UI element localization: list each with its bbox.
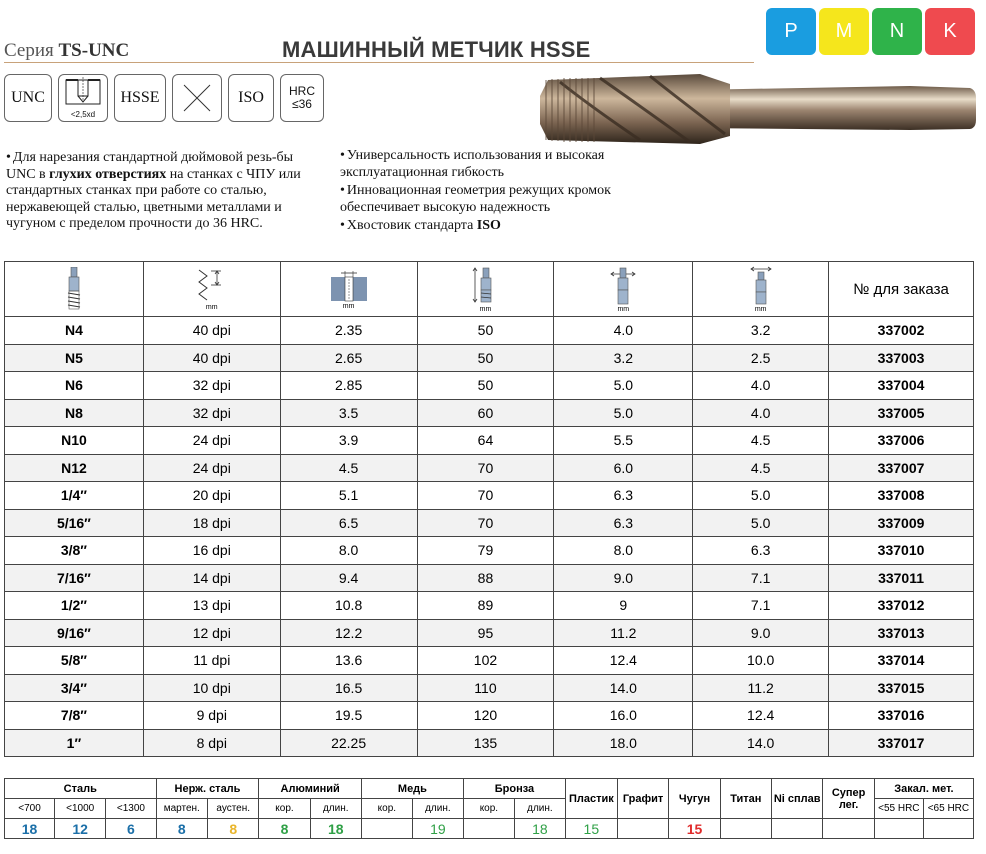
mm-label: mm [342,302,355,310]
cell-square-size: 12.4 [693,702,829,730]
description-right [340,148,650,237]
hrc-label: HRC [289,84,315,98]
cell-square-size: 10.0 [693,647,829,675]
value-cu-short [361,819,412,839]
table-row [5,647,974,675]
shank-diameter-icon [609,266,637,306]
value-steel-1300: 6 [106,819,156,839]
cell-order-number: 337012 [829,592,974,620]
cell-order-number: 337002 [829,317,974,345]
cell-order-number: 337013 [829,619,974,647]
length-icon [472,266,498,306]
cell-order-number: 337011 [829,564,974,592]
feature-item: • Инновационная геометрия режущих кромок обеспечивает высокую надежность [340,183,650,216]
materials-group-row [5,779,974,799]
value-ni-alloy [772,819,823,839]
drill-hole-icon [329,269,369,303]
cell-order-number: 337005 [829,399,974,427]
cell-pitch: 9 dpi [143,702,280,730]
cell-order-number: 337004 [829,372,974,400]
table-header-row [5,262,974,317]
cell-square-size: 3.2 [693,317,829,345]
property-icons [4,74,324,122]
material-tags [766,8,975,55]
table-row [5,619,974,647]
table-row [5,454,974,482]
cell-total-length: 50 [417,372,554,400]
cell-total-length: 95 [417,619,554,647]
cell-thread-size: 7/16″ [5,564,144,592]
header-order-number: № для заказа [829,262,974,317]
sub-martensitic: мартен. [156,799,207,819]
value-br-short [463,819,514,839]
cell-shank-diameter: 18.0 [554,729,693,757]
cell-thread-size: N4 [5,317,144,345]
cell-pitch: 10 dpi [143,674,280,702]
description-left-text-start: Для нарезания стандартной дюймовой резь-бы UNC в [6,150,294,182]
cell-square-size: 14.0 [693,729,829,757]
feature-item-shank [340,218,650,235]
unc-icon: UNC [4,74,52,122]
cell-drill-diameter: 3.5 [280,399,417,427]
cell-order-number: 337010 [829,537,974,565]
sub-cu-long: длин. [412,799,463,819]
depth-label: <2,5xd [70,110,96,119]
header-thread-size [5,262,144,317]
cell-total-length: 50 [417,317,554,345]
value-superalloy [823,819,874,839]
cell-thread-size: 5/8″ [5,647,144,675]
iso-icon: ISO [228,74,274,122]
hrc-icon [280,74,324,122]
material-tag-m: M [819,8,869,55]
cell-square-size: 5.0 [693,482,829,510]
cell-drill-diameter: 6.5 [280,509,417,537]
cell-square-size: 9.0 [693,619,829,647]
value-steel-700: 18 [5,819,55,839]
cell-pitch: 12 dpi [143,619,280,647]
value-plastic: 15 [565,819,617,839]
sub-al-long: длин. [310,799,361,819]
tap-image [530,66,976,152]
header-pitch [143,262,280,317]
material-tag-k: K [925,8,975,55]
header-square-size [693,262,829,317]
cell-drill-diameter: 13.6 [280,647,417,675]
cell-thread-size: 1/4″ [5,482,144,510]
mm-label: mm [617,305,630,313]
cell-square-size: 2.5 [693,344,829,372]
value-steel-1000: 12 [55,819,106,839]
cell-total-length: 70 [417,454,554,482]
value-al-long: 18 [310,819,361,839]
cell-order-number: 337006 [829,427,974,455]
blind-hole-icon [60,76,106,110]
value-hrc-65 [923,819,973,839]
value-hrc-55 [874,819,923,839]
cell-shank-diameter: 6.3 [554,482,693,510]
sub-al-short: кор. [259,799,310,819]
group-stainless: Нерж. сталь [156,779,259,799]
cell-order-number: 337008 [829,482,974,510]
cell-pitch: 18 dpi [143,509,280,537]
value-cu-long: 19 [412,819,463,839]
cell-shank-diameter: 6.0 [554,454,693,482]
cell-order-number: 337017 [829,729,974,757]
cell-drill-diameter: 22.25 [280,729,417,757]
value-graphite [617,819,669,839]
material-tag-p: P [766,8,816,55]
cell-total-length: 64 [417,427,554,455]
cell-shank-diameter: 16.0 [554,702,693,730]
table-row [5,537,974,565]
sub-br-long: длин. [514,799,565,819]
cell-drill-diameter: 8.0 [280,537,417,565]
title-divider [4,62,754,63]
cell-thread-size: N10 [5,427,144,455]
table-body [5,317,974,757]
description-left-text-end: на станках с ЧПУ или стандартных станках при работе со сталью, нержавеющей сталью, цветными металлами и чугуном с пределом прочности до 36 HRC. [6,166,301,231]
cell-shank-diameter: 6.3 [554,509,693,537]
group-graphite: Графит [617,779,669,819]
cell-shank-diameter: 9 [554,592,693,620]
mm-label: mm [479,305,492,313]
cell-order-number: 337007 [829,454,974,482]
cell-total-length: 88 [417,564,554,592]
cell-pitch: 32 dpi [143,399,280,427]
cell-pitch: 24 dpi [143,427,280,455]
cell-total-length: 135 [417,729,554,757]
cell-thread-size: 1″ [5,729,144,757]
header-drill-diameter [280,262,417,317]
cell-shank-diameter: 9.0 [554,564,693,592]
cell-thread-size: 3/8″ [5,537,144,565]
cell-total-length: 89 [417,592,554,620]
sub-steel-700: <700 [5,799,55,819]
cell-total-length: 50 [417,344,554,372]
cell-drill-diameter: 10.8 [280,592,417,620]
cell-pitch: 8 dpi [143,729,280,757]
cell-shank-diameter: 5.0 [554,399,693,427]
tap-size-icon [66,267,82,311]
sub-austenitic: аустен. [208,799,259,819]
table-row [5,482,974,510]
cell-shank-diameter: 11.2 [554,619,693,647]
mm-label: mm [754,305,767,313]
cell-order-number: 337014 [829,647,974,675]
cell-total-length: 102 [417,647,554,675]
cell-thread-size: N6 [5,372,144,400]
cell-total-length: 110 [417,674,554,702]
table-row [5,372,974,400]
sub-cu-short: кор. [361,799,412,819]
cell-drill-diameter: 5.1 [280,482,417,510]
table-row [5,317,974,345]
page-title: МАШИННЫЙ МЕТЧИК HSSE [282,37,591,62]
blind-hole-depth-icon [58,74,108,122]
mm-label: mm [205,303,218,311]
group-ni-alloy: Ni сплав [772,779,823,819]
materials-value-row [5,819,974,839]
materials-table [4,778,974,839]
cell-drill-diameter: 16.5 [280,674,417,702]
group-steel: Сталь [5,779,157,799]
sub-steel-1000: <1000 [55,799,106,819]
cell-order-number: 337015 [829,674,974,702]
cell-thread-size: 1/2″ [5,592,144,620]
table-row [5,344,974,372]
table-row [5,399,974,427]
table-row [5,592,974,620]
group-cast-iron: Чугун [669,779,720,819]
cell-shank-diameter: 8.0 [554,537,693,565]
cell-square-size: 7.1 [693,592,829,620]
cell-thread-size: N8 [5,399,144,427]
cell-square-size: 4.0 [693,372,829,400]
cell-pitch: 20 dpi [143,482,280,510]
header-total-length [417,262,554,317]
cell-pitch: 16 dpi [143,537,280,565]
cell-drill-diameter: 12.2 [280,619,417,647]
cell-drill-diameter: 2.35 [280,317,417,345]
table-row [5,427,974,455]
cell-shank-diameter: 3.2 [554,344,693,372]
cell-square-size: 4.5 [693,427,829,455]
cell-pitch: 24 dpi [143,454,280,482]
header-shank-diameter [554,262,693,317]
cell-shank-diameter: 5.5 [554,427,693,455]
cell-pitch: 32 dpi [143,372,280,400]
sub-steel-1300: <1300 [106,799,156,819]
value-al-short: 8 [259,819,310,839]
sub-hrc-55: <55 HRC [874,799,923,819]
cell-drill-diameter: 9.4 [280,564,417,592]
product-table [4,261,974,757]
description-left-bold: глухих отверстиях [49,166,167,182]
group-aluminium: Алюминий [259,779,362,799]
square-size-icon [747,266,775,306]
value-austenitic: 8 [208,819,259,839]
sub-hrc-65: <65 HRC [923,799,973,819]
cell-square-size: 6.3 [693,537,829,565]
cell-order-number: 337016 [829,702,974,730]
hsse-icon: HSSE [114,74,166,122]
cell-shank-diameter: 14.0 [554,674,693,702]
hrc-value: ≤36 [292,97,312,111]
group-titanium: Титан [720,779,771,819]
cell-shank-diameter: 12.4 [554,647,693,675]
cell-total-length: 60 [417,399,554,427]
shank-text: Хвостовик стандарта [346,218,477,233]
cell-drill-diameter: 2.65 [280,344,417,372]
description-left-item [6,150,306,233]
cell-total-length: 70 [417,482,554,510]
group-plastic: Пластик [565,779,617,819]
value-titanium [720,819,771,839]
cell-order-number: 337003 [829,344,974,372]
table-row [5,564,974,592]
cell-square-size: 7.1 [693,564,829,592]
cell-total-length: 79 [417,537,554,565]
pitch-icon [197,268,227,304]
cell-drill-diameter: 4.5 [280,454,417,482]
cell-thread-size: N5 [5,344,144,372]
value-martensitic: 8 [156,819,207,839]
cell-square-size: 4.5 [693,454,829,482]
feature-item: • Универсальность использования и высокая эксплуатационная гибкость [340,148,650,181]
cell-pitch: 40 dpi [143,317,280,345]
group-copper: Медь [361,779,463,799]
cell-order-number: 337009 [829,509,974,537]
cell-thread-size: 9/16″ [5,619,144,647]
cell-pitch: 11 dpi [143,647,280,675]
table-row [5,729,974,757]
table-row [5,702,974,730]
cell-drill-diameter: 2.85 [280,372,417,400]
cell-shank-diameter: 5.0 [554,372,693,400]
cross-icon [172,74,222,122]
group-bronze: Бронза [463,779,565,799]
cell-thread-size: 5/16″ [5,509,144,537]
value-br-long: 18 [514,819,565,839]
cell-square-size: 11.2 [693,674,829,702]
cell-total-length: 70 [417,509,554,537]
series-prefix: Серия [4,40,54,61]
description-left [6,150,306,235]
cell-drill-diameter: 19.5 [280,702,417,730]
series-label [4,40,129,62]
cell-total-length: 120 [417,702,554,730]
cell-thread-size: 3/4″ [5,674,144,702]
material-tag-n: N [872,8,922,55]
group-superalloy: Супер лег. [823,779,874,819]
series-name: TS-UNC [58,40,130,61]
cell-thread-size: N12 [5,454,144,482]
shank-standard: ISO [476,218,501,233]
sub-br-short: кор. [463,799,514,819]
cell-shank-diameter: 4.0 [554,317,693,345]
cell-square-size: 4.0 [693,399,829,427]
table-row [5,509,974,537]
value-cast-iron: 15 [669,819,720,839]
cell-pitch: 40 dpi [143,344,280,372]
group-hardened: Закал. мет. [874,779,973,799]
table-row [5,674,974,702]
cell-square-size: 5.0 [693,509,829,537]
cell-drill-diameter: 3.9 [280,427,417,455]
cell-pitch: 14 dpi [143,564,280,592]
cell-pitch: 13 dpi [143,592,280,620]
cell-thread-size: 7/8″ [5,702,144,730]
